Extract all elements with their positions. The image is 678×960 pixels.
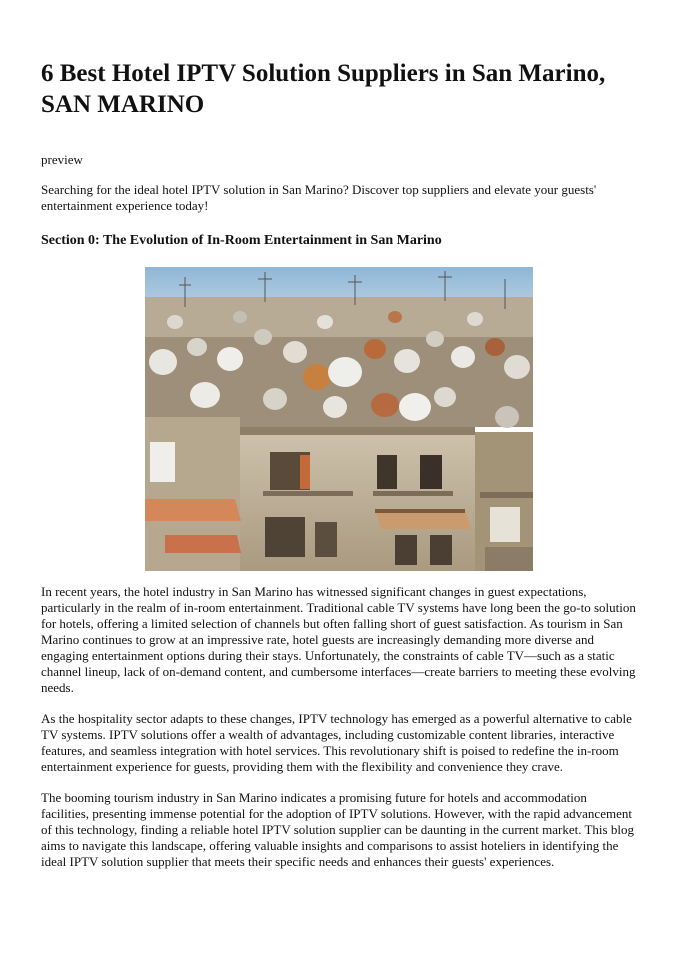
rooftop-satellite-dishes-photo [145,267,533,571]
body-paragraph-3: The booming tourism industry in San Marino indicates a promising future for hotels and accommodation facilities, presenting immense potential for the adoption of IPTV solutions. However, with the rapid advancement of this technology, finding a reliable hotel IPTV solution supplier can be daunting in the current market. This blog aims to navigate this landscape, offering valuable insights and comparisons to assist hoteliers in identifying the ideal IPTV solution supplier that meets their specific needs and enhances their guests' experiences. [41,790,634,869]
body-paragraph-1: In recent years, the hotel industry in San Marino has witnessed significant changes in guest expectations, particularly in the realm of in-room entertainment. Traditional cable TV systems have long been the go-to solution for hotels, offering a limited selection of channels but often falling short of guest satisfaction. As tourism in San Marino continues to grow at an impressive rate, hotel guests are increasingly demanding more diverse and engaging entertainment options during their stays. Unfortunately, the constraints of cable TV—such as a static channel lineup, lack of on-demand content, and cumbersome interfaces—create barriers to meeting these evolving needs. [41,584,636,695]
intro-paragraph: Searching for the ideal hotel IPTV solution in San Marino? Discover top suppliers and elevate your guests' entertainment experience today! [41,182,597,213]
section-heading: Section 0: The Evolution of In-Room Entertainment in San Marino [41,233,442,248]
page-title: 6 Best Hotel IPTV Solution Suppliers in San Marino, SAN MARINO [41,60,606,118]
body-paragraph-2: As the hospitality sector adapts to these changes, IPTV technology has emerged as a powerful alternative to cable TV systems. IPTV solutions offer a wealth of advantages, including customizable content libraries, interactive features, and seamless integration with hotel services. This revolutionary shift is poised to redefine the in-room entertainment experience for guests, providing them with the flexibility and convenience they crave. [41,711,632,774]
preview-label: preview [41,152,83,167]
document-page [41,58,637,870]
